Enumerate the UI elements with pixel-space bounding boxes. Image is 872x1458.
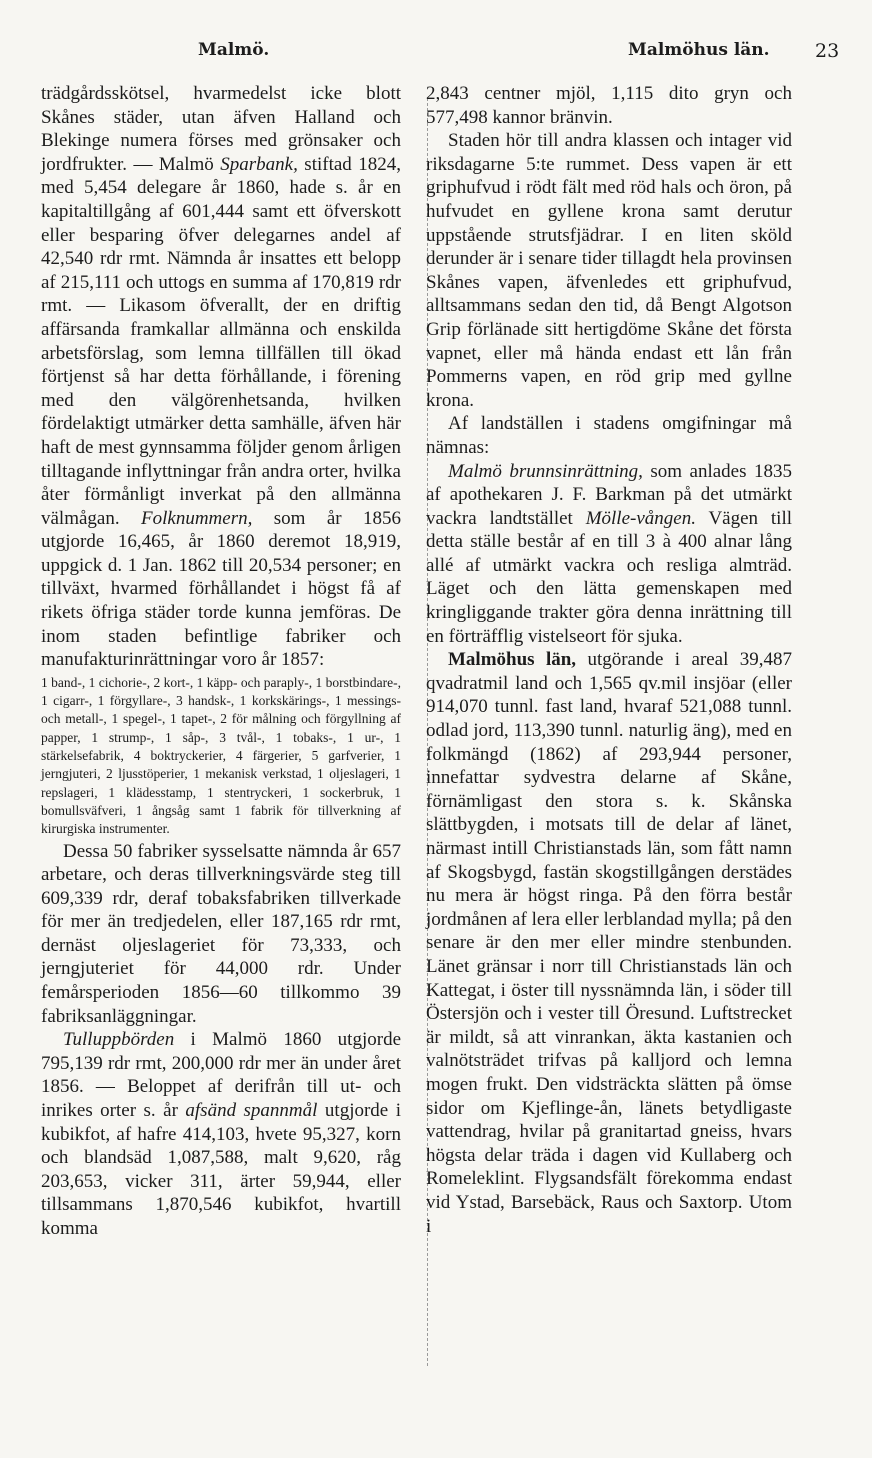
text-run: trädgårdsskötsel, hvarmedelst icke blott Skånes städer, utan äfven Halland och Blekinge numera förses med grönsaker och jordfrukter. — Malmö	[41, 83, 401, 175]
right-paragraph-1: 2,843 centner mjöl, 1,115 dito gryn och 577,498 kannor bränvin.	[426, 83, 792, 128]
right-paragraph-4	[426, 460, 792, 649]
left-paragraph-2	[41, 840, 401, 1029]
running-title-left: Malmö.	[198, 40, 270, 60]
afsand-spannmal-term: afsänd spannmål	[185, 1100, 318, 1122]
left-paragraph-3	[41, 1028, 401, 1240]
folknummern-term: Folknummern,	[141, 507, 253, 529]
factory-list: 1 band-, 1 cichorie-, 2 kort-, 1 käpp- och paraply-, 1 borstbindare-, 1 cigarr-, 1 förgyllare-, 3 handsk-, 1 korkskärings-, 1 messings- och metall-, 1 spegel-, 1 tapet-, 2 för målning och förgyllning af papper, 1 strump-, 1 såp-, 3 tvål-, 1 tobaks-, 1 ur-, 1 stärkelsefabrik, 4 boktryckerier, 4 färgerier, 5 garfverier, 1 jerngjuteri, 2 ljusstöperier, 1 mekanisk verkstad, 1 oljeslageri, 1 repslageri, 1 klädesstamp, 1 stentryckeri, 1 sockerbruk, 1 bomullsväfveri, 1 ångsåg samt 1 fabrik för tillverkning af kirurgiska instrumenter.	[41, 674, 401, 837]
text-run: stiftad 1824, med 5,454 delegare år 1860, hade s. år en kapitaltillgång af 601,444 samt ett öfverskott eller besparing öfver delegarnes andel af 42,540 rdr rmt. Nämnda år insattes ett belopp af 215,111 och uttogs en summa af 170,819 rdr rmt. — Likasom öfverallt, der en driftig affärsanda framkallar allmänna och enskilda arbetsförslag, som lemna tillfällen till ökad förtjenst så har detta förhållande, i förening med den välgörenhetsanda, hvilken fördelaktigt utmärker detta samhälle, äfven här haft de mest gynnsamma följder genom årligen tilltagande inflyttningar från andra orter, hvilka åter förmånligt inverkat på den allmänna välmågan.	[41, 153, 401, 529]
text-run: Vägen till detta ställe består af en till 3 à 400 alnar lång allé af utmärkt vackra och resliga almträd. Läget och den lätta gemenskapen med kringliggande trakter göra denna inrättning till en förträfflig vistelseort för sjuka.	[426, 507, 792, 647]
text-run: Af landställen i stadens omgifningar må nämnas:	[426, 413, 792, 458]
brunnsinrattning-term: Malmö brunnsinrättning,	[448, 460, 643, 482]
running-title-right: Malmöhus län.	[628, 40, 770, 60]
page-header	[0, 40, 872, 64]
right-column	[426, 82, 792, 1238]
text-run: Dessa 50 fabriker sysselsatte nämnda år 657 arbetare, och deras tillverkningsvärde steg till 609,339 rdr, deraf tobaksfabriken tillverkade för mer än tredjedelen, eller 187,165 rdr rmt, dernäst oljeslageriet för 73,333, och jerngjuteriet för 44,000 rdr. Under femårsperioden 1856—60 tillkommo 39 fabriksanläggningar.	[41, 840, 401, 1027]
malmohus-lan-heading: Malmöhus län,	[448, 649, 577, 671]
text-run: utgjorde i kubikfot, af hafre 414,103, hvete 95,327, korn och blandsäd 1,087,588, malt 9,620, råg 203,653, vicker 311, ärter 59,944, eller tillsammans 1,870,546 kubikfot, hvartill komma	[41, 1100, 401, 1240]
text-run: i Malmö 1860 utgjorde 795,139 rdr rmt, 200,000 rdr mer än under året 1856. — Beloppet af derifrån till ut- och inrikes orter s. år	[41, 1029, 401, 1122]
page-number: 23	[815, 40, 840, 62]
left-paragraph-1	[41, 82, 401, 672]
text-run: som anlades 1835 af apothekaren J. F. Barkman på det utmärkt vackra landtstället	[426, 460, 792, 529]
left-column	[41, 82, 401, 1241]
right-paragraph-2	[426, 129, 792, 412]
right-paragraph-5	[426, 648, 792, 1238]
sparbank-term: Sparbank,	[220, 153, 298, 175]
right-paragraph-3	[426, 412, 792, 459]
text-run: Staden hör till andra klassen och intager vid riksdagarne 5:te rummet. Dess vapen är ett griphufvud i rödt fält med röd hals och öron, på hufvudet en gyllene krona samt derutur uppstående strutsfjädrar. I en liten sköld derunder är i senare tider tillagdt hela provinsen Skånes vapen, äfvenledes ett griphufvud, alltsammans sedan den tid, då Bengt Algotson Grip förlänade sitt hertigdöme Skåne det första vapnet, eller må hända endast ett lån från Pommerns vapen, en röd grip med gyllne krona.	[426, 130, 792, 411]
tulluppborden-term: Tulluppbörden	[63, 1029, 175, 1051]
text-run: som år 1856 utgjorde 16,465, år 1860 deremot 18,919, uppgick d. 1 Jan. 1862 till 20,534 personer; en tillväxt, hvarmed förhållandet i högst få af rikets öfriga städer torde kunna jemföras. De inom staden befintlige fabriker och manufakturinrättningar voro år 1857:	[41, 507, 401, 671]
mollevangen-term: Mölle-vången.	[585, 507, 696, 529]
text-run: utgörande i areal 39,487 qvadratmil land och 1,565 qv.mil insjöar (eller 914,070 tunnl. fast land, hvaraf 521,088 tunnl. odlad jord, 113,390 tunnl. naturlig äng), med en folkmängd (1862) af 293,944 personer, innefattar sydvestra delarne af Skåne, förnämligast den stora s. k. Skånska slättbygden, i motsats till de delar af länet, närmast intill Christianstads län, som fått namn af Skogsbygd, fastän skogstillgången derstädes nu mera är högst ringa. På den förra består jordmånen af lera eller lerblandad mylla; på den senare är den mer eller mindre stenbunden. Länet gränsar i norr till Christianstads län och Kattegat, i öster till nyssnämnda län, i söder till Östersjön och i vester till Öresund. Luftstrecket är mildt, så att vinrankan, äkta kastanien och valnötsträdet trifvas på kalljord och lemna mogen frukt. Den vidsträckta slätten på ömse sidor om Kjeflinge-ån, länets betydligaste vattendrag, hvilar på granitartad gneiss, hvars högsta delar träda i dagen vid Kullaberg och Romeleklint. Flygsandsfält förekomma endast vid Ystad, Barsebäck, Raus och Saxtorp. Utom i	[426, 649, 793, 1237]
